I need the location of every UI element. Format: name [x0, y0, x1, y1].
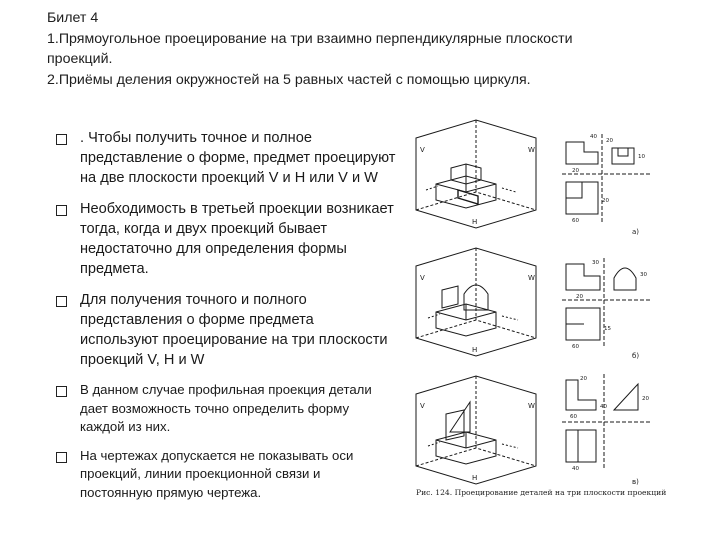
label-h-a: H	[472, 218, 478, 226]
checkbox-bullet-icon	[56, 205, 67, 216]
dim-label: 30	[592, 260, 599, 266]
question-1: 1.Прямоугольное проецирование на три взаимно перпендикулярные плоскости	[47, 30, 573, 47]
label-w-b: W	[528, 274, 535, 282]
dim-label: 20	[576, 294, 583, 300]
panel-label-a: а)	[632, 228, 640, 236]
dim-label: 15	[604, 326, 611, 332]
bullet-list	[56, 128, 396, 512]
label-w-a: W	[528, 146, 535, 154]
dim-label: 60	[572, 344, 579, 350]
label-v-b: V	[420, 274, 425, 282]
label-w-c: W	[528, 402, 535, 410]
dim-label: 20	[580, 376, 587, 382]
dim-label: 30	[640, 272, 647, 278]
dim-label: 20	[602, 198, 609, 204]
bullet-text: В данном случае профильная проекция детали дает возможность точно определить форму каждой из них.	[80, 382, 372, 434]
cube-a	[416, 120, 536, 228]
bullet-item	[56, 381, 396, 437]
dim-label: 20	[606, 138, 613, 144]
views-a	[562, 134, 652, 222]
cube-b	[416, 248, 536, 356]
bullet-text: Необходимость в третьей проекции возникает тогда, когда и двух проекций бывает недостаточно для определения формы предмета.	[80, 201, 394, 277]
question-2: 2.Приёмы деления окружностей на 5 равных частей с помощью циркуля.	[47, 71, 531, 88]
bullet-item	[56, 199, 396, 279]
dim-label: 40	[590, 134, 597, 140]
bullet-text: Для получения точного и полного представления о форме предмета используют проецирование на три плоскости проекций V, H и W	[80, 292, 388, 368]
dim-label: 40	[600, 404, 607, 410]
dim-label: 20	[572, 168, 579, 174]
cube-c	[416, 376, 536, 484]
label-v-a: V	[420, 146, 425, 154]
bullet-item	[56, 447, 396, 503]
bullet-text: На чертежах допускается не показывать оси проекций, линии проекционной связи и постоянную прямую чертежа.	[80, 447, 354, 500]
dim-label: 60	[570, 414, 577, 420]
dim-label: 40	[572, 466, 579, 472]
ticket-header	[47, 8, 687, 90]
projection-figure	[406, 118, 668, 510]
ticket-title: Билет 4	[47, 10, 99, 26]
views-c	[562, 374, 652, 470]
dim-label: 10	[638, 154, 645, 160]
panel-label-c: в)	[632, 478, 639, 486]
bullet-item	[56, 128, 396, 188]
checkbox-bullet-icon	[56, 134, 67, 145]
dim-label: 20	[642, 396, 649, 402]
question-1-continuation: проекций.	[47, 51, 113, 67]
checkbox-bullet-icon	[56, 386, 67, 397]
checkbox-bullet-icon	[56, 452, 67, 463]
checkbox-bullet-icon	[56, 296, 67, 307]
figure-caption: Рис. 124. Проецирование деталей на три плоскости проекций	[416, 488, 667, 497]
bullet-text: . Чтобы получить точное и полное представление о форме, предмет проецируют на две плоскости проекций V и H или V и W	[80, 130, 396, 186]
panel-label-b: б)	[632, 352, 640, 360]
projection-drawing	[406, 118, 668, 510]
label-h-b: H	[472, 346, 478, 354]
bullet-item	[56, 290, 396, 370]
label-v-c: V	[420, 402, 425, 410]
views-b	[562, 258, 652, 348]
dim-label: 60	[572, 218, 579, 224]
label-h-c: H	[472, 474, 478, 482]
